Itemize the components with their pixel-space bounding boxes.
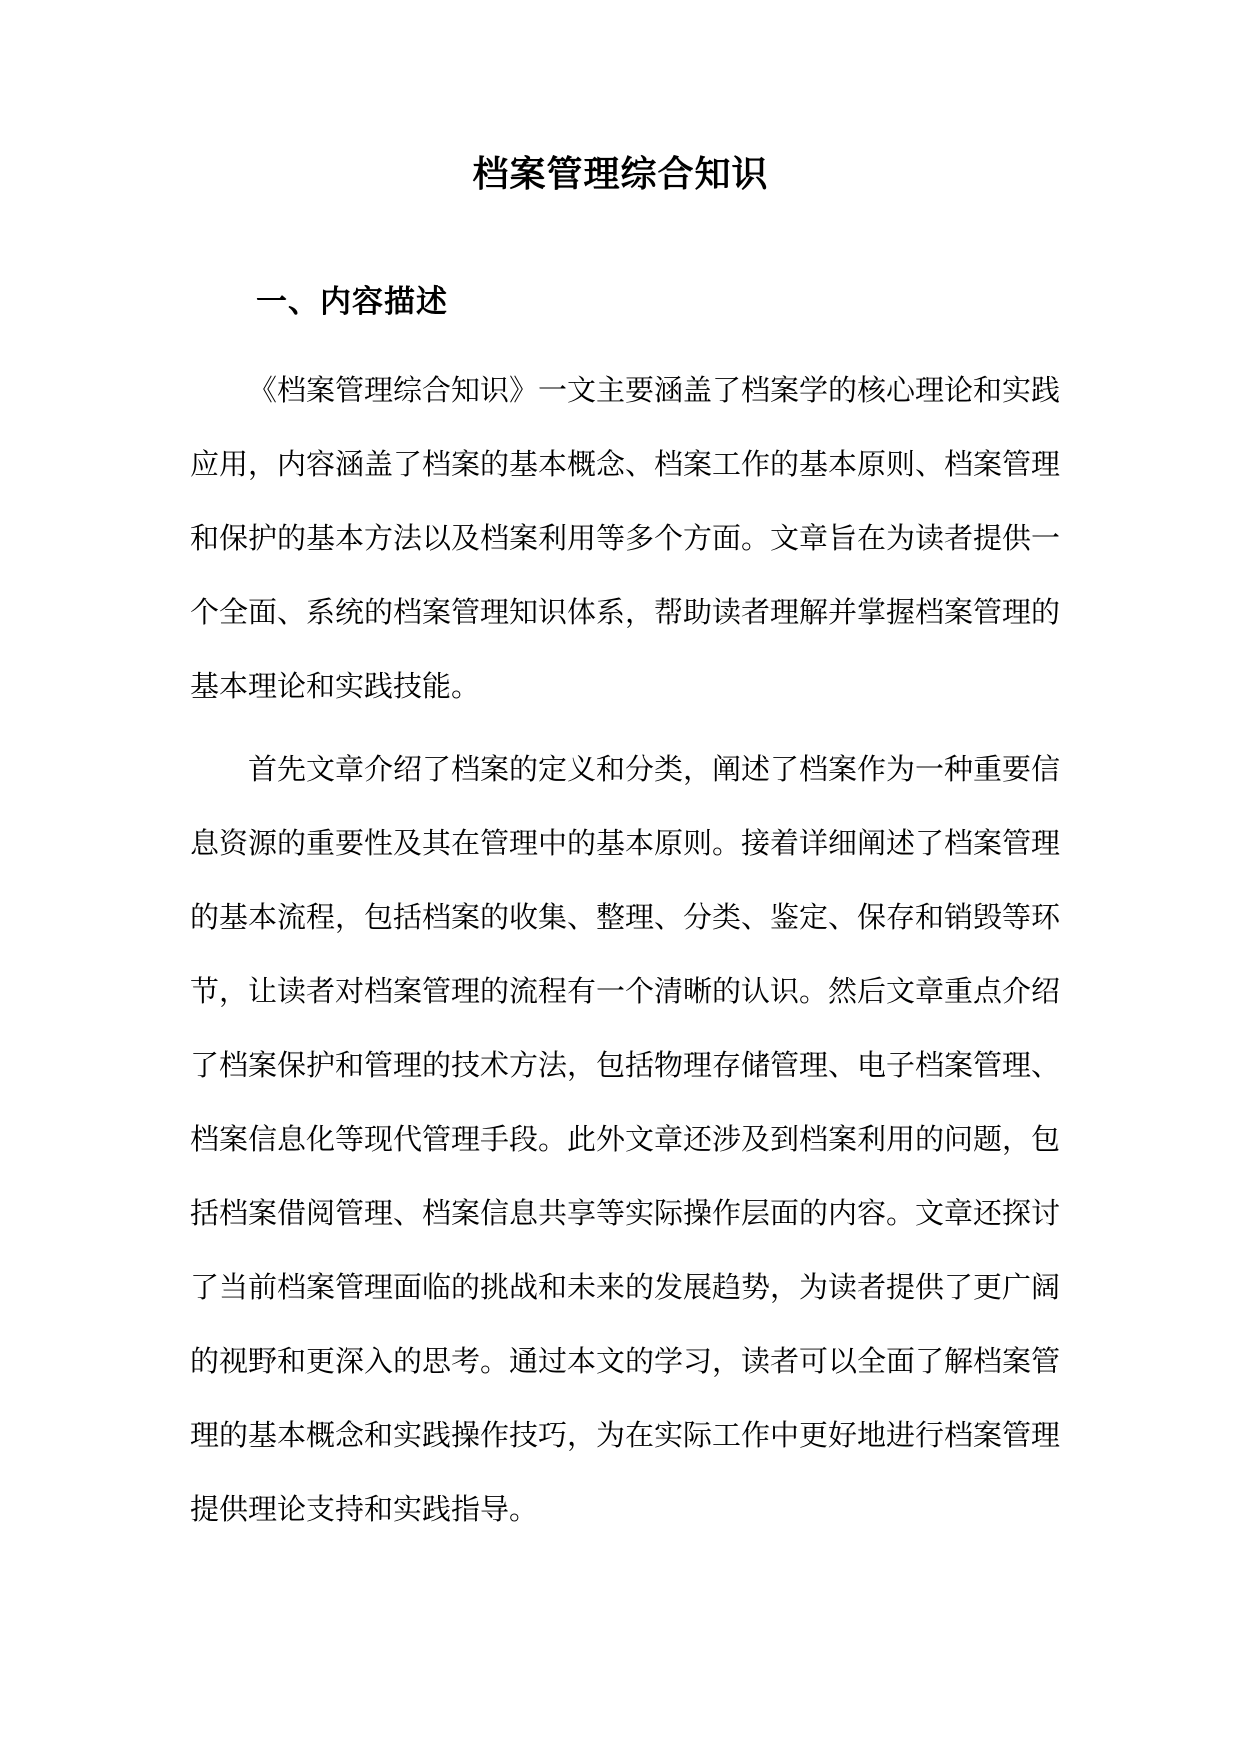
- paragraph-details: 首先文章介绍了档案的定义和分类，阐述了档案作为一种重要信息资源的重要性及其在管理中的基本原则。接着详细阐述了档案管理的基本流程，包括档案的收集、整理、分类、鉴定、保存和销毁等环节，让读者对档案管理的流程有一个清晰的认识。然后文章重点介绍了档案保护和管理的技术方法，包括物理存储管理、电子档案管理、档案信息化等现代管理手段。此外文章还涉及到档案利用的问题，包括档案借阅管理、档案信息共享等实际操作层面的内容。文章还探讨了当前档案管理面临的挑战和未来的发展趋势，为读者提供了更广阔的视野和更深入的思考。通过本文的学习，读者可以全面了解档案管理的基本概念和实践操作技巧，为在实际工作中更好地进行档案管理提供理论支持和实践指导。: [190, 752, 1061, 1526]
- document-title: 档案管理综合知识: [472, 153, 769, 195]
- paragraph-intro: 《档案管理综合知识》一文主要涵盖了档案学的核心理论和实践应用，内容涵盖了档案的基本概念、档案工作的基本原则、档案管理和保护的基本方法以及档案利用等多个方面。文章旨在为读者提供一个全面、系统的档案管理知识体系，帮助读者理解并掌握档案管理的基本理论和实践技能。: [190, 373, 1061, 703]
- section-heading: 一、内容描述: [256, 284, 448, 320]
